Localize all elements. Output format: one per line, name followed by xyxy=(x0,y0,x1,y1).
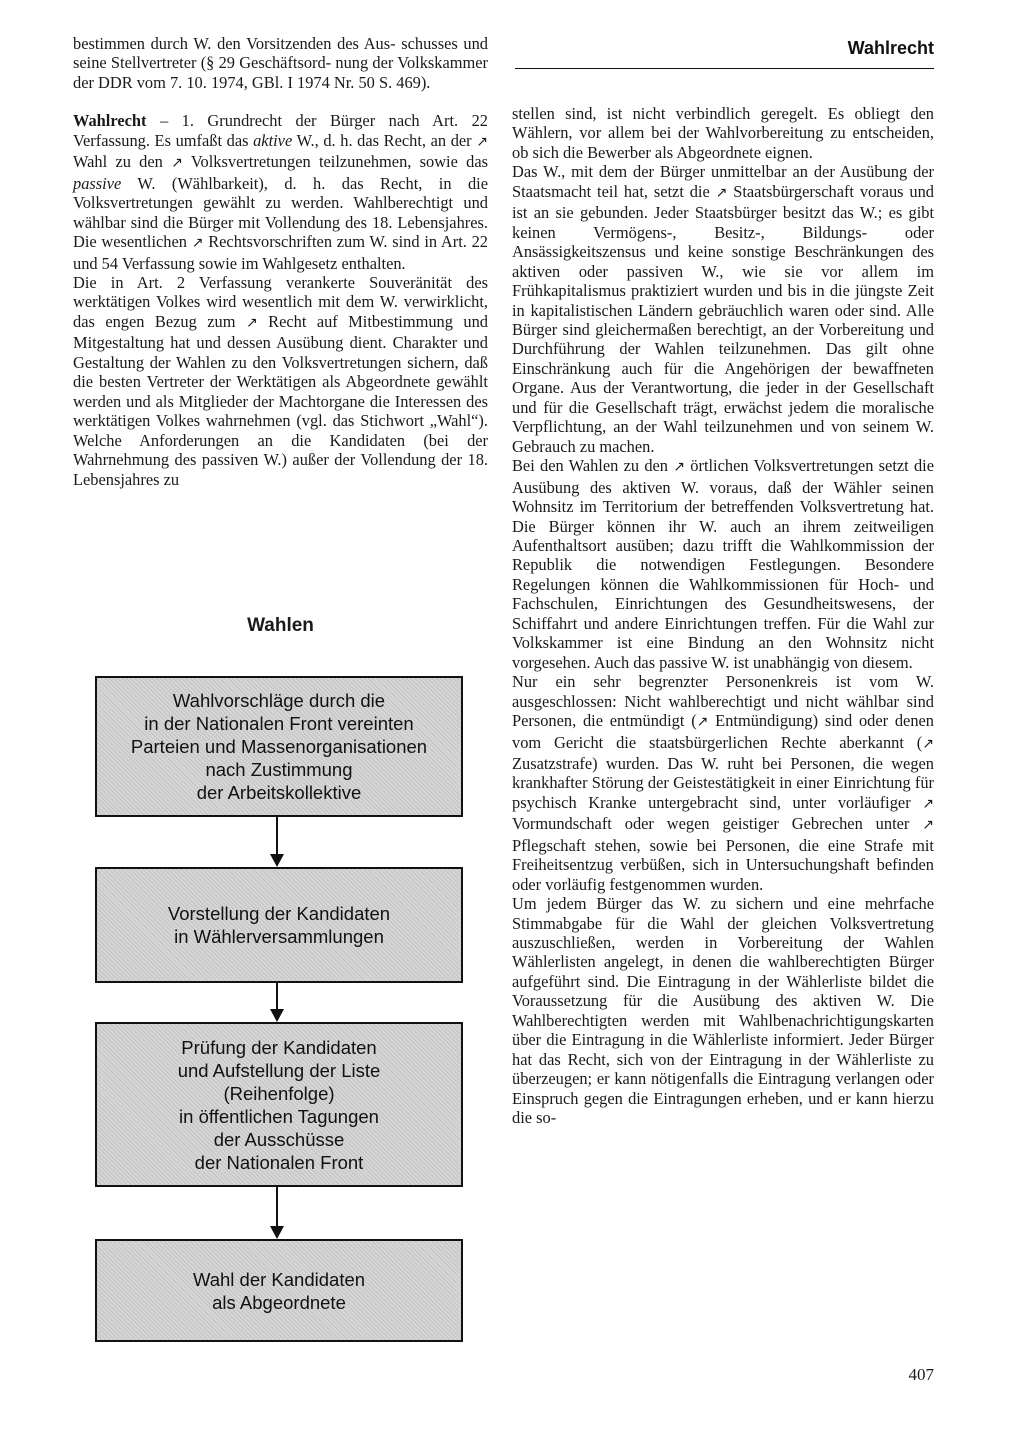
box-line: nach Zustimmung xyxy=(205,759,353,780)
box-line: (Reihenfolge) xyxy=(223,1082,335,1104)
arrow-down-icon xyxy=(270,1009,284,1022)
box-line: Wahlvorschläge durch die xyxy=(172,690,386,711)
box-line: der Ausschüsse xyxy=(213,1128,345,1150)
cross-reference-arrow-icon: ↗ xyxy=(476,133,488,150)
text-run: Entmündigung) sind oder denen vom Gericht die staatsbürgerlichen Rechte aberkannt ( xyxy=(512,711,934,752)
text-run: Rechtsvorschriften zum W. sind in Art. 22 und 54 Verfassung sowie im Wahlgesetz enthalten. xyxy=(73,232,488,273)
box-line: Parteien und Massenorganisationen xyxy=(130,736,428,757)
box-line: Wahl der Kandidaten xyxy=(192,1268,366,1290)
cross-reference-arrow-icon: ↗ xyxy=(245,314,258,331)
cross-reference-arrow-icon: ↗ xyxy=(673,459,686,476)
paragraph xyxy=(512,456,934,672)
paragraph xyxy=(512,104,934,162)
flow-connector xyxy=(276,1187,278,1227)
box-line: Vorstellung der Kandidaten xyxy=(167,903,391,924)
flow-box-election xyxy=(95,1239,463,1342)
text-run: Pflegschaft stehen, sowie bei Personen, die eine Strafe mit Freiheitsentzug verbüßen, sich in Untersuchungshaft befinden oder vorläufig festgenommen wurden. xyxy=(512,835,934,894)
box-line: in der Nationalen Front vereinten xyxy=(144,713,414,734)
flow-box-presentation xyxy=(95,867,463,983)
text-run: örtlichen Volksvertretungen setzt die Ausübung des aktiven W. voraus, daß der Wähler seinen Wohnsitz im Territorium der betreffenden Volksvertretung hat. Die Bürger können ihr W. auch an ihrem zeitweiligen Aufenthaltsort ausüben; dazu trifft die Wahlkommission der Republik die notwendigen Festlegungen. Besondere Regelungen können die Wahlkommissionen für Hoch- und Fachschulen, Einrichtungen des Gesundheitswesens, der Schiffahrt und andere Einrichtungen treffen. Für die Wahl zur Volkskammer ist eine Bindung an den Wohnsitz nicht vorgesehen. Auch das passive W. ist unabhängig von diesem. xyxy=(512,456,934,672)
text-run: – 1. Grundrecht der Bürger nach Art. 22 Verfassung. Es umfaßt das xyxy=(73,111,488,150)
emphasis: passive xyxy=(73,173,122,193)
text-run: Volksvertretungen teilzunehmen, sowie das xyxy=(182,152,488,172)
cross-reference-arrow-icon: ↗ xyxy=(922,735,934,752)
text-run: Bei den Wahlen zu den xyxy=(512,456,674,476)
paragraph xyxy=(512,894,934,1127)
right-column xyxy=(512,104,934,1128)
box-line: in öffentlichen Tagungen xyxy=(179,1105,379,1127)
text-line: GBl. I 1974 Nr. 50 S. 469). xyxy=(251,72,431,92)
cross-reference-arrow-icon: ↗ xyxy=(696,714,709,731)
cross-reference-arrow-icon: ↗ xyxy=(922,795,934,812)
box-line: und Aufstellung der Liste xyxy=(177,1059,381,1081)
running-head: Wahlrecht xyxy=(847,38,934,58)
box-line: der Arbeitskollektive xyxy=(196,782,362,803)
cross-reference-arrow-icon: ↗ xyxy=(715,184,728,201)
text-run: Die in Art. 2 Verfassung verankerte Souveränität des werktätigen Volkes wird wesentlich mit dem W. verwirklicht, das engen Bezug zum xyxy=(73,272,488,331)
flow-connector xyxy=(276,817,278,855)
entry-headword: Wahlrecht xyxy=(73,111,147,131)
entry-paragraph-1 xyxy=(73,111,488,273)
paragraph xyxy=(512,162,934,456)
text-run: Recht auf Mitbestimmung und Mitgestaltung hat und dessen Ausübung dient. Charakter und Gestaltung der Wahlen zu den Volksvertretungen sichern, daß die besten Vertreter der Werktätigen als Abgeordnete gewählt werden und als Mitglieder der Machtorgane die Interessen des werktätigen Volkes wahrnehmen (vgl. das Stichwort „Wahl“). Welche Anforderungen an die Kandidaten (bei der Wahrnehmung des passiven W.) außer der Vollendung der 18. Lebensjahres zu xyxy=(73,311,488,489)
text-line: bestimmen durch W. den Vorsitzenden des Aus- xyxy=(73,34,402,53)
intro-paragraph xyxy=(73,34,488,92)
page-number: 407 xyxy=(908,1365,934,1384)
left-column xyxy=(73,34,488,489)
flow-box-nominations xyxy=(95,676,463,817)
text-run: Zusatzstrafe) wurden. Das W. ruht bei Personen, die wegen krankhafter Störung der Geistestätigkeit in einer Einrichtung für psychisch Kranke untergebracht sind, unter vorläufiger xyxy=(512,753,934,812)
cross-reference-arrow-icon: ↗ xyxy=(191,235,204,252)
header-rule xyxy=(515,68,934,69)
box-line: in Wählerversammlungen xyxy=(174,926,384,947)
cross-reference-arrow-icon: ↗ xyxy=(171,155,183,172)
figure-title: Wahlen xyxy=(247,615,314,636)
text-run: stellen sind, ist nicht verbindlich geregelt. Es obliegt den Wählern, vor allem bei der Wahlvorbereitung zu entscheiden, ob sich die Bewerber als Abgeordnete eignen. xyxy=(512,104,934,162)
flow-connector xyxy=(276,983,278,1010)
emphasis: aktive xyxy=(253,130,293,150)
flow-box-review xyxy=(95,1022,463,1187)
text-run: Das W., mit dem der Bürger unmittelbar an der Ausübung der Staatsmacht teil hat, setzt die xyxy=(512,162,934,201)
arrow-down-icon xyxy=(270,1226,284,1239)
paragraph xyxy=(512,672,934,894)
cross-reference-arrow-icon: ↗ xyxy=(922,817,934,834)
text-run: Nur ein sehr begrenzter Personenkreis ist vom W. ausgeschlossen: Nicht wahlberechtigt und nicht wählbar sind Personen, die entmündigt ( xyxy=(512,672,934,731)
arrow-down-icon xyxy=(270,854,284,867)
text-run: Vormundschaft oder wegen geistiger Gebrechen unter xyxy=(512,814,923,834)
text-run: W., d. h. das Recht, an der xyxy=(292,130,477,150)
text-line: schusses und seine Stellvertreter (§ 29 Geschäftsord- xyxy=(73,34,488,73)
text-line: nung der Volkskammer der DDR vom 7. 10. 1974, xyxy=(73,53,488,92)
text-run: W. (Wählbarkeit), d. h. das Recht, in die Volksvertretungen gewählt zu werden. Wahlberechtigt und wählbar sind die Bürger mit Vollendung des 18. Lebensjahres. Die wesentlichen xyxy=(73,173,488,252)
text-run: Wahl zu den xyxy=(73,152,172,172)
box-line: der Nationalen Front xyxy=(194,1151,364,1173)
box-line: als Abgeordnete xyxy=(212,1291,346,1313)
text-run: Staatsbürgerschaft voraus und ist an sie gebunden. Jeder Staatsbürger besitzt das W.; es gibt keinen Vermögens-, Besitz-, Bildungs- oder Ansässigkeitszensus und keine sonstige Beschränkungen des aktiven oder passiven W., wie sie vor allem im Frühkapitalismus praktiziert wurden und bis in die jüngste Zeit in kapitalistischen Ländern gebräuchlich waren oder sind. Alle Bürger sind gleichermaßen berechtigt, an der Vorbereitung und Durchführung der Wahlen teilzunehmen. Das gilt ohne Einschränkung auch für die Angehörigen der bewaffneten Organe. Aus der Verantwortung, die jeder in der Gesellschaft und für die Gesellschaft trägt, erwächst jedem die moralische Verpflichtung, an der Wahl teilzunehmen und von seinem W. Gebrauch zu machen. xyxy=(512,181,934,456)
text-run: Um jedem Bürger das W. zu sichern und eine mehrfache Stimmabgabe für die Wahl der gleichen Volksvertretung auszuschließen, werden in Vorbereitung der Wahlen Wählerlisten angelegt, in denen die wahlberechtigten Bürger aufgeführt sind. Die Eintragung in der Wählerliste bildet die Voraussetzung für die Ausübung des aktiven W. Die Wahlberechtigten werden mit Wahlbenachrichtigungskarten über die Eintragung in die Wählerliste informiert. Jeder Bürger hat das Recht, sich von der Eintragung in der Wählerliste zu überzeugen; er kann nötigenfalls die Eintragung verlangen oder Einspruch gegen die Eintragungen erheben, und er kann hierzu die so- xyxy=(512,894,934,1128)
box-line: Prüfung der Kandidaten xyxy=(181,1036,377,1058)
entry-paragraph-2 xyxy=(73,273,488,489)
